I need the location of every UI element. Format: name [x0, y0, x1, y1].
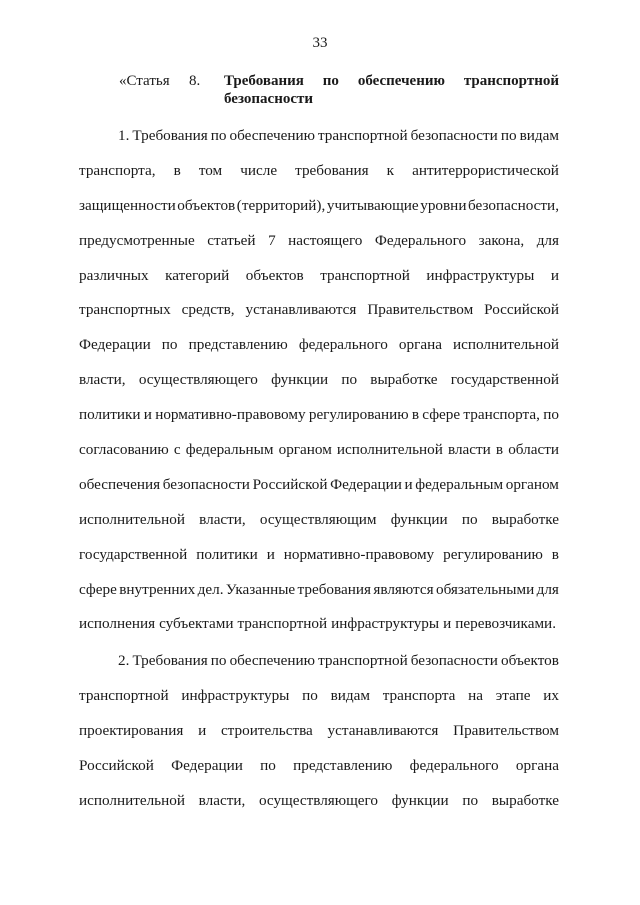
text-line: политики и нормативно-правовому регулированию в сфере транспорта, по	[79, 406, 559, 424]
article-title-line-2: безопасности	[224, 91, 314, 107]
article-title-word: Требования	[224, 73, 304, 89]
article-label: «Статья	[119, 73, 170, 89]
paragraph	[79, 126, 559, 649]
text-line: 1. Требования по обеспечению транспортной безопасности по видам	[118, 127, 559, 144]
text-line: власти, осуществляющего функции по выработке государственной	[79, 371, 559, 389]
text-line: различных категорий объектов транспортной инфраструктуры и	[79, 266, 559, 284]
article-title-word: по	[322, 73, 339, 89]
text-line: 2. Требования по обеспечению транспортной безопасности объектов	[118, 652, 559, 670]
paragraph	[79, 651, 559, 825]
article-title	[224, 72, 559, 108]
text-line: защищенности объектов (территорий), учитывающие уровни безопасности,	[79, 196, 559, 214]
page-number: 33	[312, 35, 328, 51]
text-line: согласованию с федеральным органом исполнительной власти в области	[79, 441, 559, 459]
article-number: 8.	[189, 73, 201, 89]
text-line: сфере внутренних дел. Указанные требования являются обязательными для	[79, 580, 559, 598]
text-line: транспортных средств, устанавливаются Правительством Российской	[79, 301, 559, 319]
text-line: исполнительной власти, осуществляющего функции по выработке	[79, 791, 559, 809]
article-title-word: транспортной	[463, 73, 559, 89]
article-title-line-1	[224, 72, 559, 90]
text-line: транспорта, в том числе требования к антитеррористической	[79, 161, 559, 179]
text-line: исполнительной власти, осуществляющим функции по выработке	[79, 510, 559, 528]
text-line: исполнения субъектами транспортной инфраструктуры и перевозчиками.	[79, 615, 556, 633]
text-line: проектирования и строительства устанавливаются Правительством	[79, 722, 559, 740]
text-line: обеспечения безопасности Российской Федерации и федеральным органом	[79, 475, 559, 493]
text-line: Федерации по представлению федерального органа исполнительной	[79, 336, 559, 354]
text-line: предусмотренные статьей 7 настоящего Федерального закона, для	[79, 231, 559, 249]
text-line: Российской Федерации по представлению федерального органа	[79, 757, 559, 775]
article-title-word: обеспечению	[357, 73, 445, 89]
article-body	[79, 126, 559, 826]
text-line: транспортной инфраструктуры по видам транспорта на этапе их	[79, 687, 559, 705]
text-line: государственной политики и нормативно-правовому регулированию в	[79, 545, 559, 563]
